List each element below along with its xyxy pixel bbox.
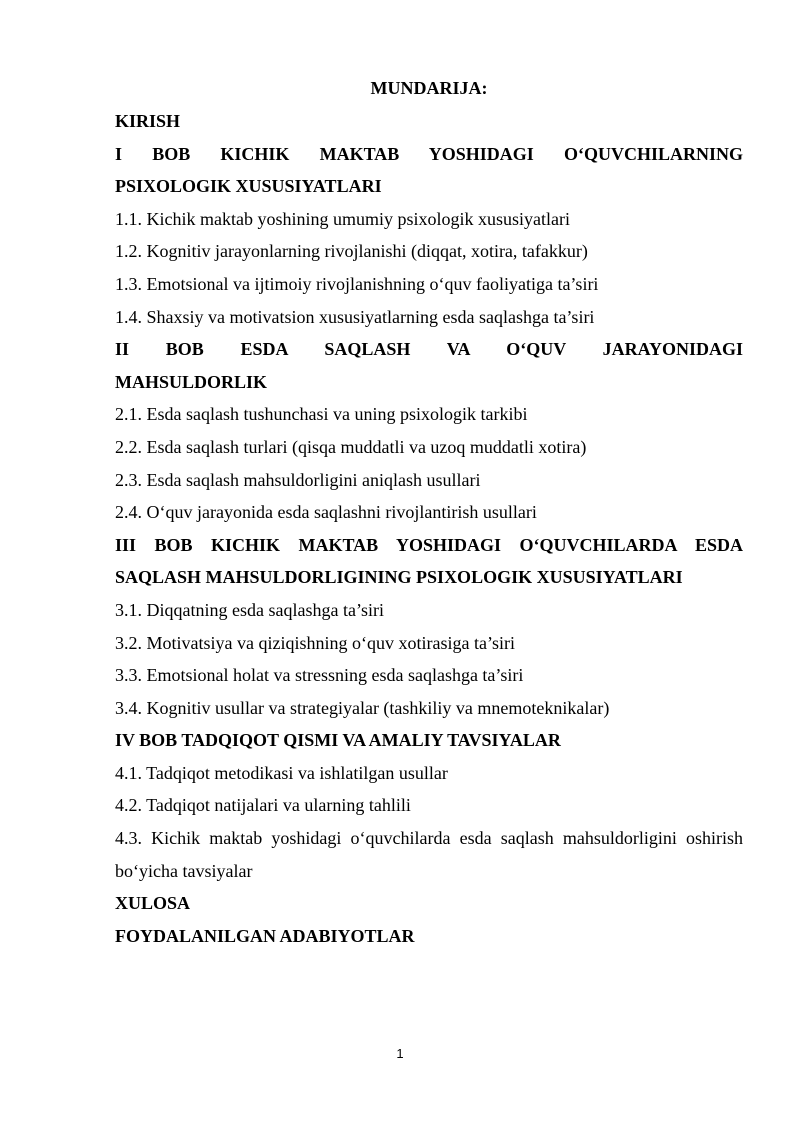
toc-entry-1-3: 1.3. Emotsional va ijtimoiy rivojlanishning o‘quv faoliyatiga ta’siri	[115, 273, 599, 294]
toc-entry-chapter-4-title: IV BOB TADQIQOT QISMI VA AMALIY TAVSIYALAR	[115, 730, 561, 751]
toc-entry-4-1: 4.1. Tadqiqot metodikasi va ishlatilgan usullar	[115, 762, 448, 783]
toc-entry-chapter-1-title: I BOB KICHIK MAKTAB YOSHIDAGI O‘QUVCHILARNING	[115, 143, 743, 164]
toc-entry-3-4: 3.4. Kognitiv usullar va strategiyalar (tashkiliy va mnemoteknikalar)	[115, 697, 610, 718]
toc-entry-chapter-3-title-cont: SAQLASH MAHSULDORLIGINING PSIXOLOGIK XUSUSIYATLARI	[115, 567, 683, 588]
toc-entry-2-3: 2.3. Esda saqlash mahsuldorligini aniqlash usullari	[115, 469, 481, 490]
toc-entry-2-1: 2.1. Esda saqlash tushunchasi va uning psixologik tarkibi	[115, 404, 528, 425]
toc-entry-4-3-cont: bo‘yicha tavsiyalar	[115, 860, 253, 881]
toc-entry-xulosa: XULOSA	[115, 893, 191, 914]
toc-entry-1-4: 1.4. Shaxsiy va motivatsion xususiyatlarning esda saqlashga ta’siri	[115, 306, 595, 327]
toc-entry-3-3: 3.3. Emotsional holat va stressning esda saqlashga ta’siri	[115, 665, 524, 686]
toc-entry-1-1: 1.1. Kichik maktab yoshining umumiy psixologik xususiyatlari	[115, 208, 570, 229]
toc-entry-adabiyotlar: FOYDALANILGAN ADABIYOTLAR	[115, 925, 415, 946]
table-of-contents	[115, 105, 743, 952]
toc-entry-chapter-3-title: III BOB KICHIK MAKTAB YOSHIDAGI O‘QUVCHILARDA ESDA	[115, 534, 743, 555]
toc-entry-chapter-1-title-cont: PSIXOLOGIK XUSUSIYATLARI	[115, 176, 382, 197]
toc-entry-4-3: 4.3. Kichik maktab yoshidagi o‘quvchilarda esda saqlash mahsuldorligini oshirish	[115, 828, 743, 849]
toc-entry-4-2: 4.2. Tadqiqot natijalari va ularning tahlili	[115, 795, 411, 816]
toc-entry-chapter-2-title-cont: MAHSULDORLIK	[115, 371, 268, 392]
toc-entry-3-1: 3.1. Diqqatning esda saqlashga ta’siri	[115, 599, 384, 620]
toc-title: MUNDARIJA:	[370, 78, 488, 98]
toc-entry-2-2: 2.2. Esda saqlash turlari (qisqa muddatli va uzoq muddatli xotira)	[115, 436, 587, 457]
toc-entry-1-2: 1.2. Kognitiv jarayonlarning rivojlanishi (diqqat, xotira, tafakkur)	[115, 241, 588, 262]
toc-entry-3-2: 3.2. Motivatsiya va qiziqishning o‘quv xotirasiga ta’siri	[115, 632, 515, 653]
toc-entry-kirish: KIRISH	[115, 111, 181, 131]
toc-entry-2-4: 2.4. O‘quv jarayonida esda saqlashni rivojlantirish usullari	[115, 502, 537, 523]
page-number: 1	[396, 1046, 404, 1061]
toc-entry-chapter-2-title: II BOB ESDA SAQLASH VA O‘QUV JARAYONIDAGI	[115, 339, 743, 360]
